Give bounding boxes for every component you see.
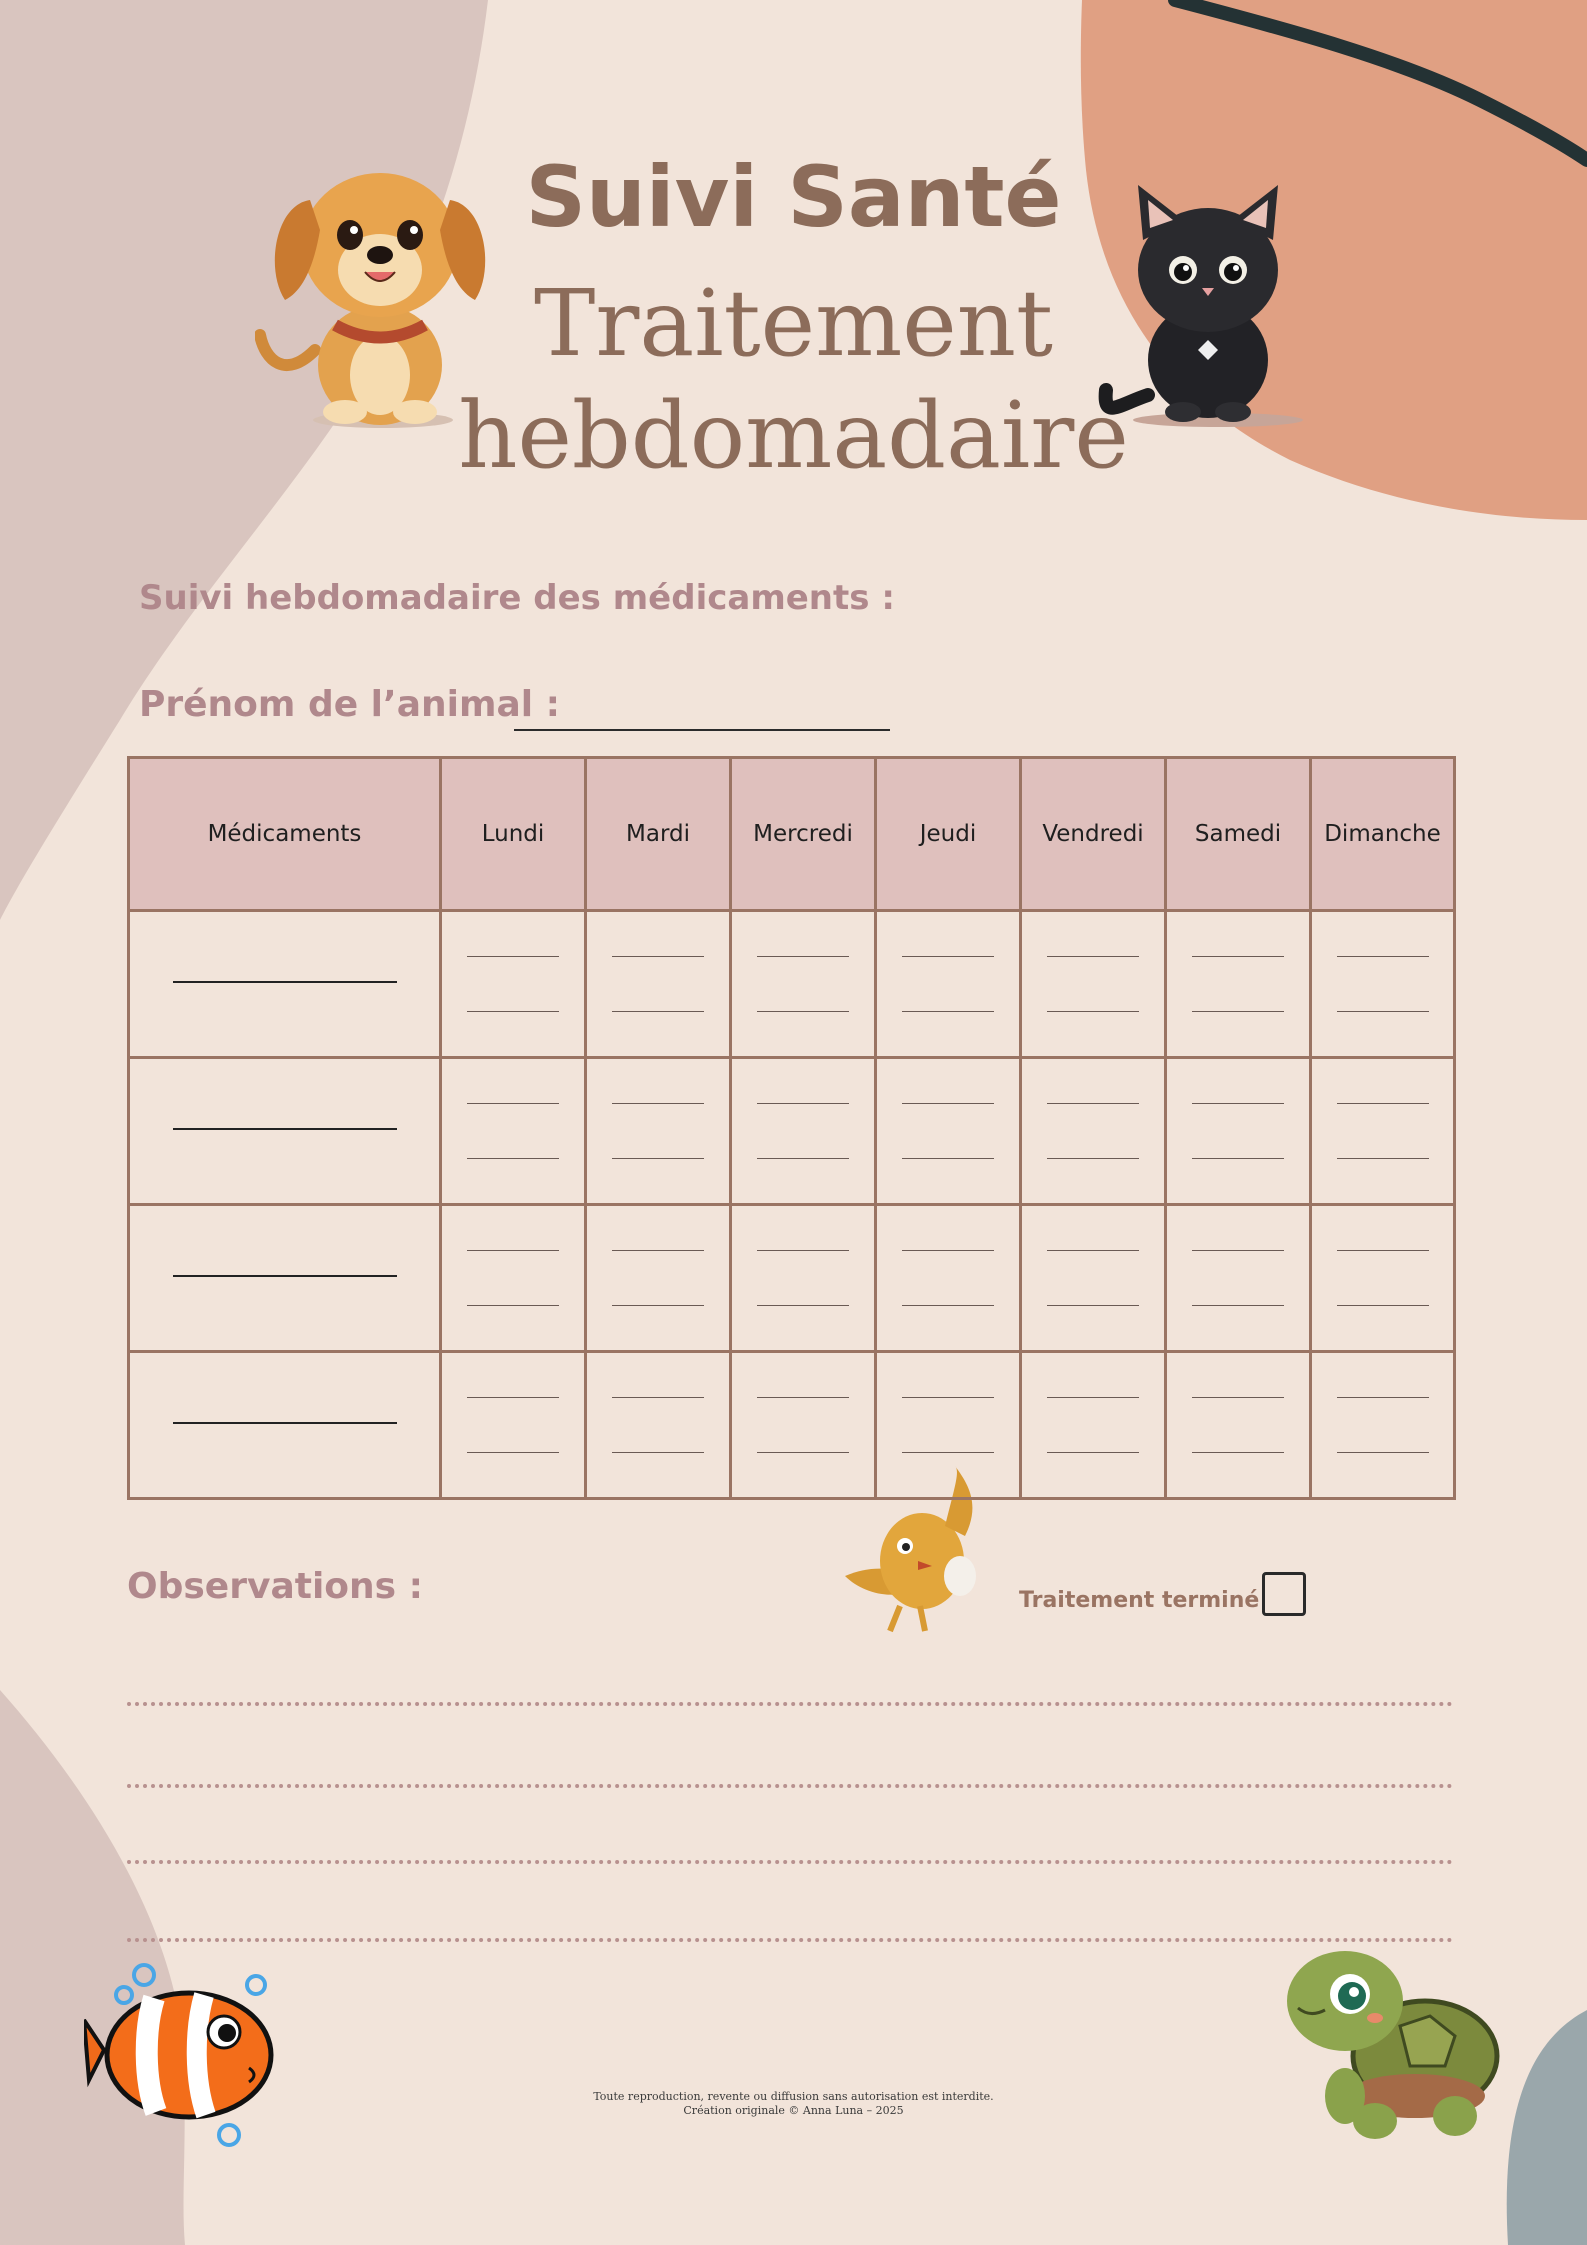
dose-cell[interactable] xyxy=(1166,1205,1311,1352)
dose-write-lines xyxy=(612,1250,704,1306)
medication-write-line xyxy=(173,1422,397,1424)
dose-write-line xyxy=(1192,1250,1284,1251)
footer xyxy=(0,2090,1587,2118)
dose-write-lines xyxy=(467,1103,559,1159)
dose-write-line xyxy=(1047,1158,1139,1159)
dose-cell[interactable] xyxy=(731,1058,876,1205)
dose-cell[interactable] xyxy=(1021,1205,1166,1352)
dose-write-line xyxy=(467,1305,559,1306)
header-lundi: Lundi xyxy=(441,758,586,911)
dose-write-line xyxy=(757,1103,849,1104)
dose-write-lines xyxy=(902,1103,994,1159)
dose-cell[interactable] xyxy=(1311,1352,1455,1499)
pet-name-field[interactable] xyxy=(514,729,890,731)
dose-write-lines xyxy=(1192,1103,1284,1159)
dose-cell[interactable] xyxy=(731,911,876,1058)
dose-write-line xyxy=(1192,1305,1284,1306)
dose-write-line xyxy=(612,1452,704,1453)
observation-line[interactable] xyxy=(127,1702,1453,1706)
dose-write-line xyxy=(902,1158,994,1159)
dose-write-line xyxy=(467,1158,559,1159)
header-mercredi: Mercredi xyxy=(731,758,876,911)
medication-cell[interactable] xyxy=(129,1058,441,1205)
dose-write-line xyxy=(1337,956,1429,957)
dose-write-lines xyxy=(1047,956,1139,1012)
header-mardi: Mardi xyxy=(586,758,731,911)
dose-write-line xyxy=(1337,1452,1429,1453)
dose-cell[interactable] xyxy=(1166,911,1311,1058)
dose-write-line xyxy=(902,1011,994,1012)
dose-write-line xyxy=(467,1397,559,1398)
dose-cell[interactable] xyxy=(876,1205,1021,1352)
dose-write-lines xyxy=(757,1397,849,1453)
medication-cell[interactable] xyxy=(129,911,441,1058)
dose-write-line xyxy=(612,1250,704,1251)
table-row xyxy=(129,911,1455,1058)
medication-write-line xyxy=(173,1128,397,1130)
header-dimanche: Dimanche xyxy=(1311,758,1455,911)
dose-write-lines xyxy=(467,1250,559,1306)
dose-write-line xyxy=(902,1103,994,1104)
dose-write-line xyxy=(757,1250,849,1251)
table-row xyxy=(129,1205,1455,1352)
treatment-done-checkbox[interactable] xyxy=(1262,1572,1306,1616)
dose-write-line xyxy=(467,1103,559,1104)
medication-write-line xyxy=(173,981,397,983)
dose-cell[interactable] xyxy=(1311,1058,1455,1205)
dose-write-line xyxy=(1192,1397,1284,1398)
dose-cell[interactable] xyxy=(731,1352,876,1499)
dose-write-lines xyxy=(902,1250,994,1306)
dose-cell[interactable] xyxy=(1311,1205,1455,1352)
dose-write-line xyxy=(1337,1305,1429,1306)
subtitle-line-2: hebdomadaire xyxy=(458,382,1129,489)
dose-cell[interactable] xyxy=(586,911,731,1058)
dose-cell[interactable] xyxy=(1166,1058,1311,1205)
observation-line[interactable] xyxy=(127,1860,1453,1864)
dose-cell[interactable] xyxy=(441,911,586,1058)
dose-write-lines xyxy=(902,956,994,1012)
dose-write-line xyxy=(902,1250,994,1251)
dose-write-lines xyxy=(1192,1250,1284,1306)
dose-cell[interactable] xyxy=(441,1058,586,1205)
dose-write-line xyxy=(1192,1103,1284,1104)
dose-write-lines xyxy=(757,956,849,1012)
table-row xyxy=(129,1058,1455,1205)
dose-write-lines xyxy=(1047,1103,1139,1159)
dose-write-line xyxy=(612,1011,704,1012)
dose-write-line xyxy=(1047,1250,1139,1251)
header-jeudi: Jeudi xyxy=(876,758,1021,911)
dose-write-line xyxy=(1192,1158,1284,1159)
dose-write-line xyxy=(757,956,849,957)
medication-cell[interactable] xyxy=(129,1352,441,1499)
dose-cell[interactable] xyxy=(586,1058,731,1205)
dose-write-lines xyxy=(612,956,704,1012)
dose-write-line xyxy=(1337,1103,1429,1104)
dose-write-line xyxy=(902,1397,994,1398)
dose-write-line xyxy=(757,1158,849,1159)
dose-write-line xyxy=(467,1452,559,1453)
dose-write-line xyxy=(902,956,994,957)
dose-write-lines xyxy=(467,1397,559,1453)
section-heading: Suivi hebdomadaire des médicaments : xyxy=(139,578,895,618)
page-title: Suivi Santé xyxy=(525,148,1062,246)
page-subtitle xyxy=(0,268,1587,492)
clownfish-icon xyxy=(84,1950,289,2150)
dose-write-line xyxy=(612,1397,704,1398)
dose-write-line xyxy=(757,1452,849,1453)
dose-write-line xyxy=(757,1011,849,1012)
dose-write-lines xyxy=(1192,956,1284,1012)
dose-cell[interactable] xyxy=(1021,1058,1166,1205)
dose-write-line xyxy=(1047,1397,1139,1398)
dose-write-line xyxy=(1047,1305,1139,1306)
dose-write-line xyxy=(1047,1452,1139,1453)
dose-write-line xyxy=(612,1103,704,1104)
dose-write-line xyxy=(612,956,704,957)
dose-cell[interactable] xyxy=(441,1352,586,1499)
header-samedi: Samedi xyxy=(1166,758,1311,911)
observations-label: Observations : xyxy=(127,1566,423,1607)
dose-cell[interactable] xyxy=(1311,911,1455,1058)
dose-write-line xyxy=(1047,956,1139,957)
footer-copyright-notice: Toute reproduction, revente ou diffusion sans autorisation est interdite. xyxy=(593,2090,994,2103)
dose-write-line xyxy=(1047,1103,1139,1104)
dose-write-line xyxy=(1337,1158,1429,1159)
dose-cell[interactable] xyxy=(876,1058,1021,1205)
dose-write-lines xyxy=(757,1103,849,1159)
medication-write-line xyxy=(173,1275,397,1277)
header-vendredi: Vendredi xyxy=(1021,758,1166,911)
dose-write-line xyxy=(902,1305,994,1306)
dose-cell[interactable] xyxy=(876,1352,1021,1499)
table-row xyxy=(129,1352,1455,1499)
footer-credit: Création originale © Anna Luna – 2025 xyxy=(683,2104,904,2117)
pet-name-label: Prénom de l’animal : xyxy=(139,684,561,725)
dose-cell[interactable] xyxy=(586,1205,731,1352)
dose-write-lines xyxy=(1047,1397,1139,1453)
dose-write-line xyxy=(757,1305,849,1306)
dose-write-line xyxy=(757,1397,849,1398)
dose-write-line xyxy=(467,956,559,957)
medication-table xyxy=(127,756,1456,1500)
dose-write-line xyxy=(1337,1397,1429,1398)
dose-write-line xyxy=(467,1250,559,1251)
dose-write-lines xyxy=(612,1103,704,1159)
header-medicaments: Médicaments xyxy=(129,758,441,911)
dose-cell[interactable] xyxy=(441,1205,586,1352)
observation-line[interactable] xyxy=(127,1784,1453,1788)
dose-cell[interactable] xyxy=(1166,1352,1311,1499)
table-header-row xyxy=(129,758,1455,911)
dose-write-lines xyxy=(1047,1250,1139,1306)
dose-write-lines xyxy=(1337,1250,1429,1306)
dose-write-line xyxy=(1337,1011,1429,1012)
dose-cell[interactable] xyxy=(876,911,1021,1058)
dose-write-line xyxy=(1047,1011,1139,1012)
subtitle-line-1: Traitement xyxy=(534,270,1053,377)
dose-cell[interactable] xyxy=(1021,1352,1166,1499)
dose-write-line xyxy=(1337,1250,1429,1251)
dose-write-line xyxy=(467,1011,559,1012)
bottom-right-blob xyxy=(1507,2010,1587,2245)
observation-line[interactable] xyxy=(127,1938,1453,1942)
dose-write-lines xyxy=(1337,1397,1429,1453)
dose-write-line xyxy=(612,1158,704,1159)
treatment-done-label: Traitement terminé xyxy=(1019,1588,1260,1613)
dose-write-lines xyxy=(902,1397,994,1453)
dose-write-lines xyxy=(1337,1103,1429,1159)
dose-write-lines xyxy=(467,956,559,1012)
dose-write-line xyxy=(612,1305,704,1306)
dose-write-line xyxy=(1192,1452,1284,1453)
dose-write-lines xyxy=(1192,1397,1284,1453)
medication-cell[interactable] xyxy=(129,1205,441,1352)
dose-write-lines xyxy=(757,1250,849,1306)
dose-write-lines xyxy=(1337,956,1429,1012)
dose-cell[interactable] xyxy=(1021,911,1166,1058)
dose-write-line xyxy=(1192,1011,1284,1012)
dose-cell[interactable] xyxy=(731,1205,876,1352)
dose-write-lines xyxy=(612,1397,704,1453)
dose-write-line xyxy=(902,1452,994,1453)
dose-write-line xyxy=(1192,956,1284,957)
dose-cell[interactable] xyxy=(586,1352,731,1499)
